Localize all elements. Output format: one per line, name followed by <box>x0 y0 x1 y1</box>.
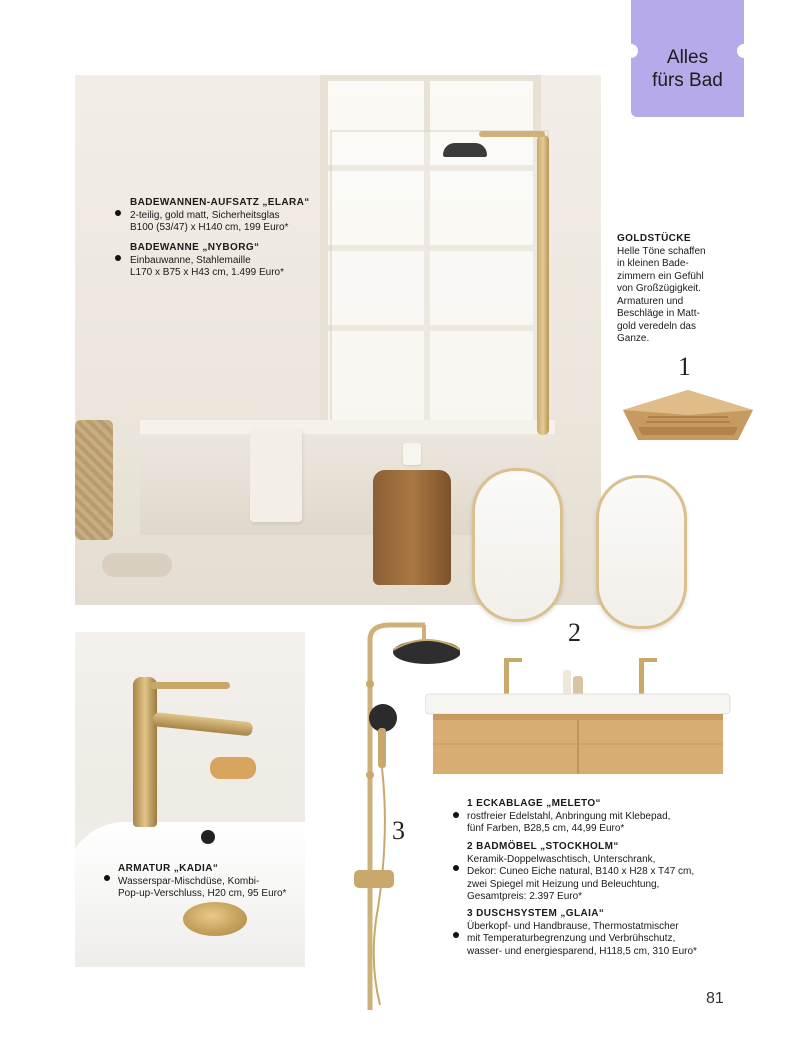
bathtub-rim <box>140 420 555 434</box>
caption-heading: ARMATUR „KADIA“ <box>118 863 219 874</box>
bullet <box>453 812 459 818</box>
bullet <box>453 865 459 871</box>
bath-screen <box>330 130 549 434</box>
caption-line: Wasserspar-Mischdüse, Kombi- <box>118 875 260 887</box>
caption-meleto <box>467 798 727 836</box>
sidenote-goldstuecke <box>617 233 712 346</box>
caption-line: Einbauwanne, Stahlemaille <box>130 254 251 266</box>
candle <box>403 443 421 465</box>
caption-line: L170 x B75 x H43 cm, 1.499 Euro* <box>130 267 284 278</box>
vanity-unit-image <box>425 650 735 780</box>
drain <box>201 830 215 844</box>
shower-arm <box>479 131 545 137</box>
product-number-2: 2 <box>568 618 581 647</box>
wooden-stool <box>373 470 451 585</box>
caption-line: Keramik-Doppelwaschtisch, Unterschrank, <box>467 853 656 865</box>
sidenote-line: Helle Töne schaffen <box>617 245 706 257</box>
caption-stockholm <box>467 841 727 904</box>
sidenote-line: Ganze. <box>617 333 650 344</box>
showerhead <box>443 143 487 157</box>
caption-line: 2-teilig, gold matt, Sicherheitsglas <box>130 209 280 221</box>
bullet <box>453 932 459 938</box>
mirror-right <box>596 475 687 629</box>
section-title-line2: fürs Bad <box>652 70 723 91</box>
sidenote-line: Armaturen und <box>617 295 684 307</box>
caption-line: rostfreier Edelstahl, Anbringung mit Klebepad, <box>467 810 671 822</box>
faucet-lever <box>150 682 230 689</box>
caption-line: fünf Farben, B28,5 cm, 44,99 Euro* <box>467 823 625 834</box>
tap-photo <box>75 632 305 967</box>
caption-line: Überkopf- und Handbrause, Thermostatmischer <box>467 920 679 932</box>
sidenote-heading: GOLDSTÜCKE <box>617 233 691 244</box>
mirror-left <box>472 468 563 622</box>
sidenote-line: gold veredeln das <box>617 320 696 332</box>
towel <box>250 427 302 522</box>
caption-nyborg <box>130 242 330 280</box>
sidenote-line: von Großzügigkeit. <box>617 283 701 294</box>
caption-heading: BADEWANNE „NYBORG“ <box>130 242 260 253</box>
sidenote-line: Beschläge in Matt- <box>617 308 700 319</box>
caption-line: Gesamtpreis: 2.397 Euro* <box>467 891 583 902</box>
caption-heading: 1 ECKABLAGE „MELETO“ <box>467 798 601 809</box>
caption-line: wasser- und energiesparend, H118,5 cm, 310 Euro* <box>467 945 697 957</box>
caption-line: B100 (53/47) x H140 cm, 199 Euro* <box>130 222 289 233</box>
slippers <box>102 553 172 577</box>
product-number-3: 3 <box>392 816 405 845</box>
bullet <box>115 255 121 261</box>
caption-line: zwei Spiegel mit Heizung und Beleuchtung, <box>467 878 660 890</box>
caption-heading: 3 DUSCHSYSTEM „GLAIA“ <box>467 908 605 919</box>
popup-plug <box>183 902 247 936</box>
section-title <box>631 46 744 92</box>
faucet-spout <box>152 712 253 736</box>
caption-line: Dekor: Cuneo Eiche natural, B140 x H28 x T47 cm, <box>467 866 695 877</box>
section-title-line1: Alles <box>666 47 709 68</box>
sidenote-line: zimmern ein Gefühl <box>617 270 704 282</box>
caption-elara <box>130 197 330 235</box>
faucet-body <box>133 677 157 827</box>
caption-heading: BADEWANNEN-AUFSATZ „ELARA“ <box>130 197 310 208</box>
bullet <box>115 210 121 216</box>
caption-glaia <box>467 908 737 958</box>
caption-line: mit Temperaturbegrenzung und Verbrühschutz, <box>467 933 676 944</box>
product-number-1: 1 <box>678 352 691 381</box>
nail-brush <box>210 757 256 779</box>
caption-line: Pop-up-Verschluss, H20 cm, 95 Euro* <box>118 888 287 899</box>
sidenote-line: in kleinen Bade- <box>617 258 689 269</box>
wicker-basket <box>75 420 113 540</box>
shower-pole <box>537 135 549 435</box>
caption-kadia <box>118 863 303 901</box>
bullet <box>104 875 110 881</box>
page-number: 81 <box>706 990 724 1007</box>
caption-heading: 2 BADMÖBEL „STOCKHOLM“ <box>467 841 619 852</box>
corner-shelf-image <box>618 385 758 445</box>
